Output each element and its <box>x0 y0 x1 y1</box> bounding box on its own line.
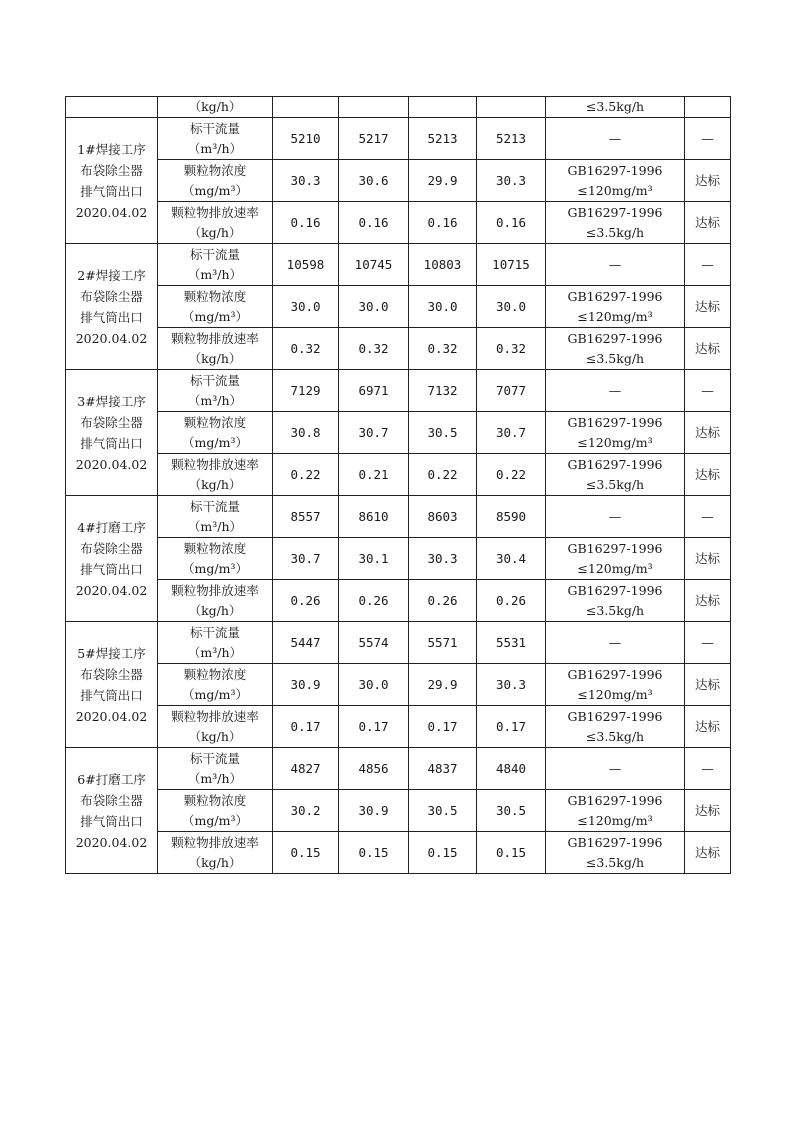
site-name-line: 3#焊接工序 <box>77 393 146 409</box>
standard-code: GB16297-1996 <box>567 162 663 178</box>
param-cell <box>158 706 273 748</box>
value-cell: 0.26 <box>477 580 546 622</box>
value-cell: 0.22 <box>477 454 546 496</box>
standard-cell <box>546 244 685 286</box>
param-name: 颗粒物浓度 <box>183 792 247 808</box>
result-cell: — <box>685 622 731 664</box>
value-cell: 30.9 <box>273 664 339 706</box>
standard-limit: ≤120mg/m³ <box>577 686 653 702</box>
table-row <box>66 622 731 664</box>
value-cell: 8590 <box>477 496 546 538</box>
param-unit: （kg/h） <box>188 602 242 618</box>
standard-limit: ≤120mg/m³ <box>577 182 653 198</box>
standard-code: GB16297-1996 <box>567 792 663 808</box>
param-cell <box>158 832 273 874</box>
result-cell: — <box>685 496 731 538</box>
standard-cell <box>546 832 685 874</box>
value-cell-empty <box>339 97 409 118</box>
value-cell: 0.21 <box>339 454 409 496</box>
value-cell: 0.17 <box>409 706 477 748</box>
standard-code: GB16297-1996 <box>567 582 663 598</box>
value-cell: 0.17 <box>477 706 546 748</box>
value-cell: 30.5 <box>409 412 477 454</box>
standard-limit: ≤3.5kg/h <box>585 602 645 618</box>
param-unit: （mg/m³） <box>182 812 248 828</box>
table-row <box>66 328 731 370</box>
value-cell: 0.32 <box>477 328 546 370</box>
value-cell: 10803 <box>409 244 477 286</box>
value-cell: 30.9 <box>339 790 409 832</box>
standard-cell <box>546 118 685 160</box>
standard-cell <box>546 328 685 370</box>
standard-cell <box>546 496 685 538</box>
site-name-line: 布袋除尘器 <box>80 162 143 178</box>
value-cell: 5571 <box>409 622 477 664</box>
standard-code: GB16297-1996 <box>567 414 663 430</box>
table-row <box>66 412 731 454</box>
value-cell: 30.8 <box>273 412 339 454</box>
table-row <box>66 202 731 244</box>
standard-cell <box>546 370 685 412</box>
result-cell: 达标 <box>685 202 731 244</box>
result-cell: 达标 <box>685 328 731 370</box>
site-name-line: 布袋除尘器 <box>80 540 143 556</box>
param-cell <box>158 97 273 118</box>
param-cell <box>158 286 273 328</box>
standard-cell <box>546 664 685 706</box>
value-cell: 0.15 <box>339 832 409 874</box>
value-cell: 0.17 <box>339 706 409 748</box>
value-cell: 30.7 <box>273 538 339 580</box>
value-cell: 4856 <box>339 748 409 790</box>
value-cell: 0.17 <box>273 706 339 748</box>
value-cell: 30.0 <box>409 286 477 328</box>
value-cell: 7132 <box>409 370 477 412</box>
standard-dash: — <box>608 382 622 398</box>
param-unit: （kg/h） <box>188 476 242 492</box>
param-cell <box>158 244 273 286</box>
standard-limit: ≤120mg/m³ <box>577 308 653 324</box>
value-cell: 0.16 <box>339 202 409 244</box>
standard-code: GB16297-1996 <box>567 456 663 472</box>
value-cell: 5210 <box>273 118 339 160</box>
result-cell: 达标 <box>685 286 731 328</box>
site-cell <box>66 118 158 244</box>
param-cell <box>158 748 273 790</box>
site-name-line: 布袋除尘器 <box>80 288 143 304</box>
standard-limit: ≤3.5kg/h <box>585 728 645 744</box>
standard-dash: — <box>608 256 622 272</box>
value-cell: 10598 <box>273 244 339 286</box>
table-row <box>66 244 731 286</box>
value-cell: 30.0 <box>273 286 339 328</box>
value-cell: 30.5 <box>409 790 477 832</box>
param-unit: （mg/m³） <box>182 182 248 198</box>
param-unit: （kg/h） <box>188 99 242 114</box>
sampling-date: 2020.04.02 <box>75 330 148 346</box>
value-cell: 0.16 <box>409 202 477 244</box>
site-cell <box>66 370 158 496</box>
site-name-line: 1#焊接工序 <box>77 141 146 157</box>
sampling-date: 2020.04.02 <box>75 708 148 724</box>
value-cell: 8603 <box>409 496 477 538</box>
standard-cell <box>546 706 685 748</box>
table-row <box>66 118 731 160</box>
value-cell: 0.22 <box>409 454 477 496</box>
standard-code: GB16297-1996 <box>567 666 663 682</box>
value-cell: 8610 <box>339 496 409 538</box>
standard-cell <box>546 538 685 580</box>
result-cell: 达标 <box>685 160 731 202</box>
param-unit: （kg/h） <box>188 224 242 240</box>
value-cell: 30.6 <box>339 160 409 202</box>
value-cell: 0.32 <box>409 328 477 370</box>
param-name: 标干流量 <box>189 120 240 136</box>
table-row <box>66 790 731 832</box>
site-name-line: 2#焊接工序 <box>77 267 146 283</box>
value-cell: 0.15 <box>409 832 477 874</box>
site-name-line: 排气筒出口 <box>80 435 143 451</box>
site-cell <box>66 496 158 622</box>
standard-code: GB16297-1996 <box>567 708 663 724</box>
value-cell: 30.0 <box>477 286 546 328</box>
value-cell: 0.26 <box>409 580 477 622</box>
standard-cell <box>546 790 685 832</box>
param-cell <box>158 328 273 370</box>
standard-limit: ≤120mg/m³ <box>577 560 653 576</box>
param-name: 颗粒物浓度 <box>183 666 247 682</box>
standard-limit: ≤3.5kg/h <box>585 99 645 114</box>
param-cell <box>158 538 273 580</box>
value-cell: 8557 <box>273 496 339 538</box>
table-row <box>66 160 731 202</box>
param-unit: （kg/h） <box>188 350 242 366</box>
value-cell: 4837 <box>409 748 477 790</box>
value-cell: 4840 <box>477 748 546 790</box>
value-cell: 0.16 <box>477 202 546 244</box>
value-cell: 30.5 <box>477 790 546 832</box>
value-cell: 5217 <box>339 118 409 160</box>
table-row <box>66 286 731 328</box>
table-row <box>66 832 731 874</box>
result-cell: — <box>685 118 731 160</box>
value-cell: 5213 <box>409 118 477 160</box>
value-cell: 5213 <box>477 118 546 160</box>
value-cell: 0.15 <box>273 832 339 874</box>
param-name: 标干流量 <box>189 372 240 388</box>
value-cell: 30.1 <box>339 538 409 580</box>
standard-code: GB16297-1996 <box>567 330 663 346</box>
value-cell: 5574 <box>339 622 409 664</box>
param-name: 标干流量 <box>189 498 240 514</box>
standard-limit: ≤3.5kg/h <box>585 224 645 240</box>
param-cell <box>158 622 273 664</box>
param-unit: （m³/h） <box>187 140 243 156</box>
standard-limit: ≤3.5kg/h <box>585 476 645 492</box>
value-cell: 10745 <box>339 244 409 286</box>
value-cell-empty <box>273 97 339 118</box>
value-cell: 30.3 <box>409 538 477 580</box>
table-row <box>66 538 731 580</box>
sampling-date: 2020.04.02 <box>75 834 148 850</box>
value-cell: 0.32 <box>339 328 409 370</box>
sampling-date: 2020.04.02 <box>75 456 148 472</box>
value-cell: 6971 <box>339 370 409 412</box>
site-name-line: 布袋除尘器 <box>80 414 143 430</box>
site-name-line: 排气筒出口 <box>80 687 143 703</box>
monitoring-results-table <box>65 96 731 874</box>
result-cell-empty <box>685 97 731 118</box>
param-unit: （m³/h） <box>187 644 243 660</box>
site-name-line: 排气筒出口 <box>80 813 143 829</box>
param-cell <box>158 454 273 496</box>
result-cell: 达标 <box>685 538 731 580</box>
value-cell: 0.32 <box>273 328 339 370</box>
table-row <box>66 454 731 496</box>
param-unit: （mg/m³） <box>182 434 248 450</box>
result-cell: — <box>685 748 731 790</box>
continued-row <box>66 97 731 118</box>
standard-limit: ≤3.5kg/h <box>585 350 645 366</box>
standard-cell <box>546 454 685 496</box>
sampling-date: 2020.04.02 <box>75 204 148 220</box>
standard-cell <box>546 748 685 790</box>
value-cell-empty <box>477 97 546 118</box>
param-name: 标干流量 <box>189 750 240 766</box>
result-cell: 达标 <box>685 580 731 622</box>
value-cell: 5447 <box>273 622 339 664</box>
param-cell <box>158 370 273 412</box>
param-unit: （mg/m³） <box>182 686 248 702</box>
param-unit: （m³/h） <box>187 770 243 786</box>
value-cell: 29.9 <box>409 664 477 706</box>
standard-cell <box>546 160 685 202</box>
table-row <box>66 370 731 412</box>
table-row <box>66 664 731 706</box>
param-name: 颗粒物排放速率 <box>171 708 259 724</box>
result-cell: 达标 <box>685 664 731 706</box>
result-cell: 达标 <box>685 412 731 454</box>
value-cell: 30.0 <box>339 664 409 706</box>
site-name-line: 4#打磨工序 <box>77 519 146 535</box>
value-cell: 7077 <box>477 370 546 412</box>
table-body <box>66 97 731 874</box>
table-row <box>66 706 731 748</box>
site-name-line: 排气筒出口 <box>80 561 143 577</box>
standard-code: GB16297-1996 <box>567 204 663 220</box>
standard-code: GB16297-1996 <box>567 834 663 850</box>
param-unit: （m³/h） <box>187 392 243 408</box>
result-cell: 达标 <box>685 832 731 874</box>
result-cell: — <box>685 244 731 286</box>
value-cell: 30.7 <box>477 412 546 454</box>
value-cell: 29.9 <box>409 160 477 202</box>
standard-cell <box>546 202 685 244</box>
param-unit: （m³/h） <box>187 266 243 282</box>
value-cell: 30.0 <box>339 286 409 328</box>
standard-dash: — <box>608 130 622 146</box>
site-name-line: 布袋除尘器 <box>80 666 143 682</box>
standard-limit: ≤3.5kg/h <box>585 854 645 870</box>
value-cell: 0.26 <box>339 580 409 622</box>
standard-dash: — <box>608 508 622 524</box>
table-row <box>66 748 731 790</box>
standard-limit: ≤120mg/m³ <box>577 434 653 450</box>
param-name: 颗粒物排放速率 <box>171 582 259 598</box>
value-cell: 0.16 <box>273 202 339 244</box>
param-cell <box>158 412 273 454</box>
value-cell: 0.22 <box>273 454 339 496</box>
param-cell <box>158 664 273 706</box>
param-name: 标干流量 <box>189 246 240 262</box>
sampling-date: 2020.04.02 <box>75 582 148 598</box>
param-name: 标干流量 <box>189 624 240 640</box>
site-cell <box>66 622 158 748</box>
standard-dash: — <box>608 760 622 776</box>
param-name: 颗粒物浓度 <box>183 540 247 556</box>
table-row <box>66 580 731 622</box>
param-name: 颗粒物排放速率 <box>171 456 259 472</box>
site-cell-empty <box>66 97 158 118</box>
site-cell <box>66 244 158 370</box>
standard-code: GB16297-1996 <box>567 288 663 304</box>
standard-cell <box>546 622 685 664</box>
standard-cell <box>546 286 685 328</box>
standard-cell <box>546 97 685 118</box>
value-cell-empty <box>409 97 477 118</box>
result-cell: 达标 <box>685 790 731 832</box>
value-cell: 30.3 <box>477 664 546 706</box>
param-cell <box>158 202 273 244</box>
param-name: 颗粒物浓度 <box>183 162 247 178</box>
value-cell: 0.26 <box>273 580 339 622</box>
param-cell <box>158 160 273 202</box>
param-unit: （kg/h） <box>188 728 242 744</box>
param-cell <box>158 118 273 160</box>
result-cell: 达标 <box>685 706 731 748</box>
param-unit: （kg/h） <box>188 854 242 870</box>
standard-dash: — <box>608 634 622 650</box>
value-cell: 5531 <box>477 622 546 664</box>
param-unit: （mg/m³） <box>182 308 248 324</box>
site-name-line: 6#打磨工序 <box>77 771 146 787</box>
param-name: 颗粒物浓度 <box>183 414 247 430</box>
value-cell: 10715 <box>477 244 546 286</box>
site-cell <box>66 748 158 874</box>
value-cell: 30.3 <box>273 160 339 202</box>
param-unit: （mg/m³） <box>182 560 248 576</box>
standard-code: GB16297-1996 <box>567 540 663 556</box>
value-cell: 30.2 <box>273 790 339 832</box>
result-cell: — <box>685 370 731 412</box>
value-cell: 30.7 <box>339 412 409 454</box>
site-name-line: 布袋除尘器 <box>80 792 143 808</box>
standard-limit: ≤120mg/m³ <box>577 812 653 828</box>
value-cell: 30.4 <box>477 538 546 580</box>
param-name: 颗粒物排放速率 <box>171 834 259 850</box>
site-name-line: 排气筒出口 <box>80 309 143 325</box>
result-cell: 达标 <box>685 454 731 496</box>
value-cell: 7129 <box>273 370 339 412</box>
value-cell: 4827 <box>273 748 339 790</box>
site-name-line: 排气筒出口 <box>80 183 143 199</box>
value-cell: 0.15 <box>477 832 546 874</box>
table-row <box>66 496 731 538</box>
param-name: 颗粒物浓度 <box>183 288 247 304</box>
site-name-line: 5#焊接工序 <box>77 645 146 661</box>
param-name: 颗粒物排放速率 <box>171 330 259 346</box>
param-unit: （m³/h） <box>187 518 243 534</box>
param-name: 颗粒物排放速率 <box>171 204 259 220</box>
standard-cell <box>546 580 685 622</box>
param-cell <box>158 496 273 538</box>
param-cell <box>158 580 273 622</box>
standard-cell <box>546 412 685 454</box>
value-cell: 30.3 <box>477 160 546 202</box>
param-cell <box>158 790 273 832</box>
